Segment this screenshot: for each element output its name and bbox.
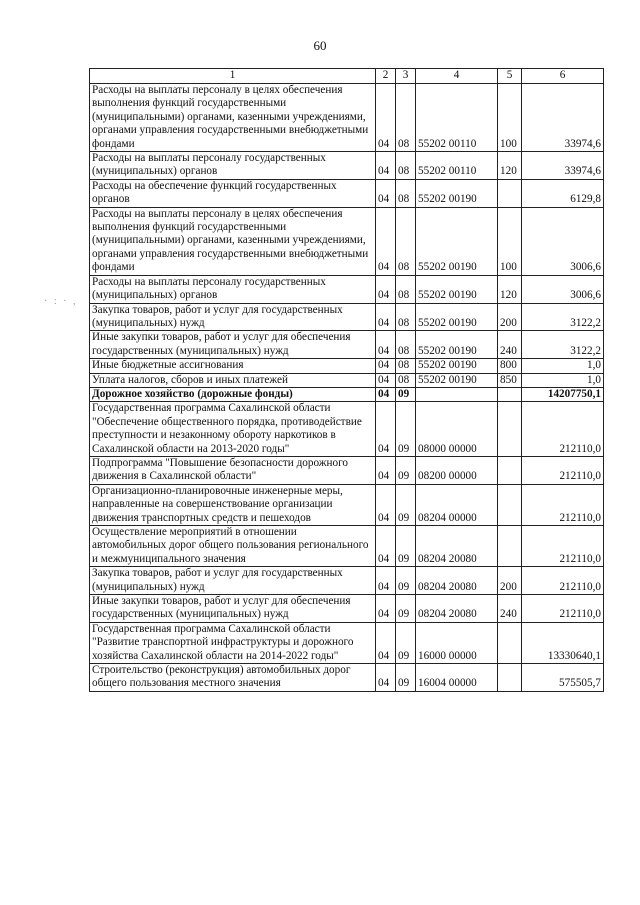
budget-table [89,68,604,692]
row-name: Иные бюджетные ассигнования [90,359,376,373]
row-section: 04 [376,359,396,373]
row-name: Уплата налогов, сборов и иных платежей [90,373,376,387]
row-expense-type: 100 [498,84,522,152]
row-name: Строительство (реконструкция) автомобильных дорог общего пользования местного значения [90,664,376,692]
table-row [90,303,604,331]
row-subsection: 08 [396,303,416,331]
row-section: 04 [376,207,396,275]
table-row [90,359,604,373]
row-expense-type: 120 [498,152,522,180]
row-subsection: 09 [396,456,416,484]
row-expense-type: 200 [498,303,522,331]
row-name: Осуществление мероприятий в отношении автомобильных дорог общего пользования регионального и межмуниципального значения [90,526,376,567]
row-subsection: 09 [396,622,416,663]
row-expense-type [498,387,522,401]
row-name: Подпрограмма "Повышение безопасности дорожного движения в Сахалинской области" [90,456,376,484]
row-target-article: 55202 00190 [416,275,498,303]
row-expense-type: 240 [498,595,522,623]
row-expense-type [498,402,522,457]
row-subsection: 09 [396,402,416,457]
table-row [90,484,604,525]
row-name: Государственная программа Сахалинской области "Развитие транспортной инфраструктуры и дорожного хозяйства Сахалинской области на 2014-2022 годы" [90,622,376,663]
table-row [90,152,604,180]
row-expense-type: 100 [498,207,522,275]
row-name: Государственная программа Сахалинской области "Обеспечение общественного порядка, противодействие преступности и незаконному обороту наркотиков в Сахалинской области на 2013-2020 годы" [90,402,376,457]
row-name: Закупка товаров, работ и услуг для государственных (муниципальных) нужд [90,303,376,331]
row-expense-type [498,484,522,525]
row-expense-type [498,179,522,207]
row-expense-type [498,622,522,663]
row-amount: 1,0 [522,373,604,387]
row-target-article: 55202 00190 [416,359,498,373]
row-subsection: 08 [396,179,416,207]
table-row [90,275,604,303]
table-row [90,207,604,275]
row-name: Расходы на выплаты персоналу в целях обеспечения выполнения функций государственными (муниципальными) органами, казенными учреждениями, органами управления государственными внебюджетными фондами [90,207,376,275]
row-target-article: 55202 00190 [416,373,498,387]
table-row [90,456,604,484]
table-row [90,595,604,623]
table-row [90,402,604,457]
row-amount: 212110,0 [522,567,604,595]
row-target-article: 08204 00000 [416,484,498,525]
row-amount: 212110,0 [522,402,604,457]
row-expense-type [498,456,522,484]
table-row [90,84,604,152]
row-section: 04 [376,664,396,692]
row-amount: 3006,6 [522,275,604,303]
row-target-article: 55202 00190 [416,331,498,359]
row-subsection: 08 [396,331,416,359]
row-section: 04 [376,303,396,331]
row-subsection: 09 [396,595,416,623]
row-subsection: 09 [396,664,416,692]
scan-stain: · : · , [44,296,78,307]
row-target-article: 55202 00190 [416,303,498,331]
row-target-article: 08204 20080 [416,595,498,623]
table-body [90,84,604,692]
table-row [90,622,604,663]
row-subsection: 08 [396,152,416,180]
header-col-4: 4 [416,69,498,84]
row-target-article: 55202 00190 [416,179,498,207]
row-expense-type [498,664,522,692]
row-section: 04 [376,567,396,595]
row-amount: 575505,7 [522,664,604,692]
row-subsection: 09 [396,387,416,401]
row-name: Расходы на выплаты персоналу государственных (муниципальных) органов [90,275,376,303]
row-name: Расходы на выплаты персоналу государственных (муниципальных) органов [90,152,376,180]
row-amount: 14207750,1 [522,387,604,401]
row-amount: 33974,6 [522,152,604,180]
table-header-row [90,69,604,84]
row-expense-type: 850 [498,373,522,387]
row-target-article: 55202 00110 [416,84,498,152]
row-section: 04 [376,152,396,180]
row-subsection: 08 [396,207,416,275]
table-row [90,331,604,359]
table-row [90,664,604,692]
row-expense-type: 120 [498,275,522,303]
row-name: Иные закупки товаров, работ и услуг для обеспечения государственных (муниципальных) нужд [90,331,376,359]
row-subsection: 08 [396,359,416,373]
row-target-article: 08000 00000 [416,402,498,457]
row-name: Закупка товаров, работ и услуг для государственных (муниципальных) нужд [90,567,376,595]
row-name: Иные закупки товаров, работ и услуг для обеспечения государственных (муниципальных) нужд [90,595,376,623]
row-amount: 212110,0 [522,456,604,484]
row-target-article: 16000 00000 [416,622,498,663]
row-expense-type: 800 [498,359,522,373]
row-target-article [416,387,498,401]
header-col-5: 5 [498,69,522,84]
header-col-6: 6 [522,69,604,84]
row-expense-type [498,526,522,567]
row-target-article: 16004 00000 [416,664,498,692]
page-number: 60 [313,38,327,53]
table-row [90,373,604,387]
row-name: Организационно-планировочные инженерные меры, направленные на совершенствование организации движения транспортных средств и пешеходов [90,484,376,525]
row-amount: 6129,8 [522,179,604,207]
row-amount: 212110,0 [522,526,604,567]
row-amount: 13330640,1 [522,622,604,663]
row-expense-type: 200 [498,567,522,595]
row-section: 04 [376,179,396,207]
table-row [90,387,604,401]
row-section: 04 [376,402,396,457]
row-section: 04 [376,526,396,567]
header-col-3: 3 [396,69,416,84]
table-row [90,526,604,567]
row-target-article: 55202 00110 [416,152,498,180]
row-subsection: 09 [396,526,416,567]
row-name: Расходы на выплаты персоналу в целях обеспечения выполнения функций государственными (муниципальными) органами, казенными учреждениями, органами управления государственными внебюджетными фондами [90,84,376,152]
row-section: 04 [376,456,396,484]
row-amount: 212110,0 [522,595,604,623]
row-section: 04 [376,275,396,303]
row-expense-type: 240 [498,331,522,359]
row-section: 04 [376,484,396,525]
row-section: 04 [376,387,396,401]
row-target-article: 55202 00190 [416,207,498,275]
header-col-1: 1 [90,69,376,84]
row-subsection: 08 [396,84,416,152]
row-amount: 33974,6 [522,84,604,152]
row-subsection: 08 [396,275,416,303]
row-section: 04 [376,622,396,663]
row-subsection: 09 [396,567,416,595]
row-amount: 3122,2 [522,331,604,359]
row-section: 04 [376,84,396,152]
row-subsection: 09 [396,484,416,525]
table-row [90,567,604,595]
row-name: Расходы на обеспечение функций государственных органов [90,179,376,207]
row-subsection: 08 [396,373,416,387]
row-amount: 3122,2 [522,303,604,331]
header-col-2: 2 [376,69,396,84]
row-amount: 3006,6 [522,207,604,275]
row-amount: 212110,0 [522,484,604,525]
row-target-article: 08204 20080 [416,526,498,567]
table-row [90,179,604,207]
row-amount: 1,0 [522,359,604,373]
row-section: 04 [376,595,396,623]
row-name: Дорожное хозяйство (дорожные фонды) [90,387,376,401]
row-target-article: 08204 20080 [416,567,498,595]
row-section: 04 [376,373,396,387]
row-target-article: 08200 00000 [416,456,498,484]
row-section: 04 [376,331,396,359]
